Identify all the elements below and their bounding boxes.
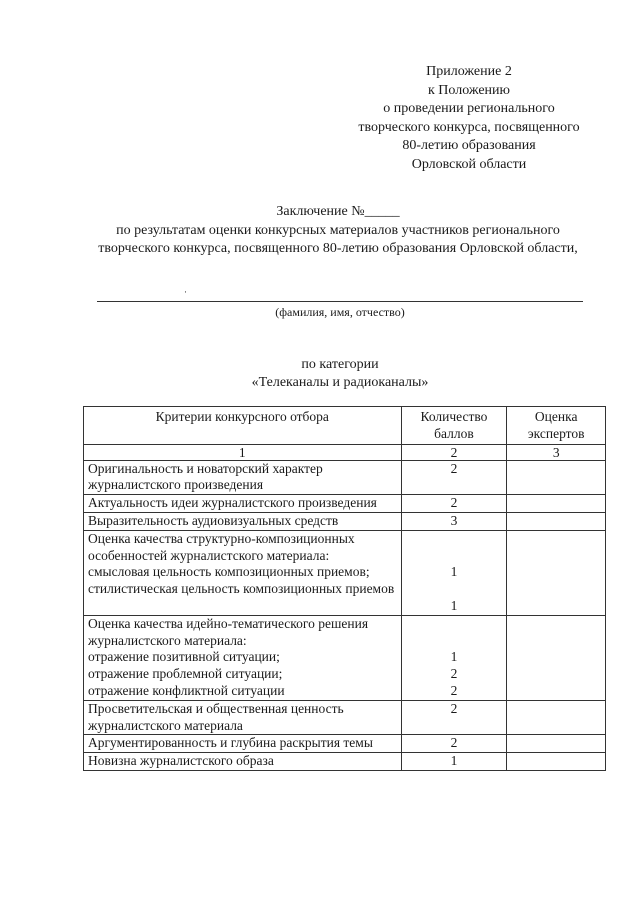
expert-score-cell[interactable] bbox=[507, 615, 606, 700]
criterion-cell: Просветительская и общественная ценность журналистского материала bbox=[84, 700, 402, 735]
sub-points: 1 bbox=[450, 649, 458, 665]
points-cell: 2 bbox=[401, 700, 507, 735]
fio-caption: (фамилия, имя, отчество) bbox=[275, 305, 405, 319]
header-expert-score: Оценка экспертов bbox=[507, 407, 606, 445]
table-row bbox=[84, 495, 606, 513]
column-number: 3 bbox=[507, 444, 606, 460]
category-block bbox=[160, 356, 520, 392]
expert-score-cell[interactable] bbox=[507, 735, 606, 753]
points-cell: 1 bbox=[401, 753, 507, 771]
points-cell: 2 bbox=[401, 460, 507, 495]
table-row bbox=[84, 700, 606, 735]
criterion-cell bbox=[84, 530, 402, 615]
sub-criterion: стилистическая цельность композиционных приемов bbox=[88, 581, 395, 597]
expert-score-cell[interactable] bbox=[507, 753, 606, 771]
annex-line: о проведении регионального bbox=[383, 101, 555, 116]
expert-score-cell[interactable] bbox=[507, 512, 606, 530]
expert-score-cell[interactable] bbox=[507, 700, 606, 735]
points-cell bbox=[401, 615, 507, 700]
sub-points: 2 bbox=[450, 682, 458, 698]
header-points: Количество баллов bbox=[401, 407, 507, 445]
criterion-cell: Актуальность идеи журналистского произведения bbox=[84, 495, 402, 513]
category-label: по категории bbox=[301, 357, 379, 372]
table-row bbox=[84, 460, 606, 495]
criterion-cell: Выразительность аудиовизуальных средств bbox=[84, 512, 402, 530]
annex-line: Орловской области bbox=[411, 156, 527, 172]
criteria-table bbox=[83, 406, 606, 771]
points-cell bbox=[401, 530, 507, 615]
annex-line: Приложение 2 bbox=[426, 64, 512, 79]
sub-criterion: отражение конфликтной ситуации bbox=[88, 682, 285, 698]
sub-points: 1 bbox=[450, 597, 458, 613]
conclusion-block bbox=[92, 203, 584, 259]
points-cell: 3 bbox=[401, 512, 507, 530]
annex-line: к Положению bbox=[427, 82, 510, 98]
sub-points: 2 bbox=[450, 666, 458, 682]
header-criteria: Критерии конкурсного отбора bbox=[84, 407, 402, 445]
sub-criterion: смысловая цельность композиционных приемов; bbox=[88, 564, 370, 580]
category-name: «Телеканалы и радиоканалы» bbox=[251, 375, 429, 390]
annex-header bbox=[318, 63, 620, 174]
criterion-cell: Новизна журналистского образа bbox=[84, 753, 402, 771]
table-row bbox=[84, 530, 606, 615]
table-row bbox=[84, 512, 606, 530]
points-cell: 2 bbox=[401, 495, 507, 513]
expert-score-cell[interactable] bbox=[507, 460, 606, 495]
table-header-row bbox=[84, 407, 606, 445]
table-row bbox=[84, 615, 606, 700]
conclusion-text: по результатам оценки конкурсных материалов участников регионального творческого конкурса, посвященного 80-летию образования Орловской области, bbox=[98, 222, 578, 256]
criterion-cell bbox=[84, 615, 402, 700]
dot-mark: · bbox=[184, 287, 187, 297]
column-number: 2 bbox=[401, 444, 507, 460]
table-row bbox=[84, 735, 606, 753]
criterion-heading: Оценка качества структурно-композиционных особенностей журналистского материала: bbox=[88, 530, 355, 563]
criterion-heading: Оценка качества идейно-тематического решения журналистского материала: bbox=[88, 615, 369, 648]
conclusion-title: Заключение №_____ bbox=[276, 204, 400, 219]
criterion-cell: Аргументированность и глубина раскрытия темы bbox=[84, 735, 402, 753]
fio-blank-line bbox=[97, 301, 583, 302]
table-row bbox=[84, 753, 606, 771]
expert-score-cell[interactable] bbox=[507, 495, 606, 513]
column-number-row bbox=[84, 444, 606, 460]
annex-line: творческого конкурса, посвященного bbox=[358, 119, 580, 135]
criterion-cell: Оригинальность и новаторский характер журналистского произведения bbox=[84, 460, 402, 495]
column-number: 1 bbox=[84, 444, 402, 460]
sub-points: 1 bbox=[450, 564, 458, 580]
points-cell: 2 bbox=[401, 735, 507, 753]
annex-line: 80-летию образования bbox=[402, 138, 536, 153]
sub-criterion: отражение проблемной ситуации; bbox=[88, 666, 283, 682]
expert-score-cell[interactable] bbox=[507, 530, 606, 615]
sub-criterion: отражение позитивной ситуации; bbox=[88, 649, 280, 665]
